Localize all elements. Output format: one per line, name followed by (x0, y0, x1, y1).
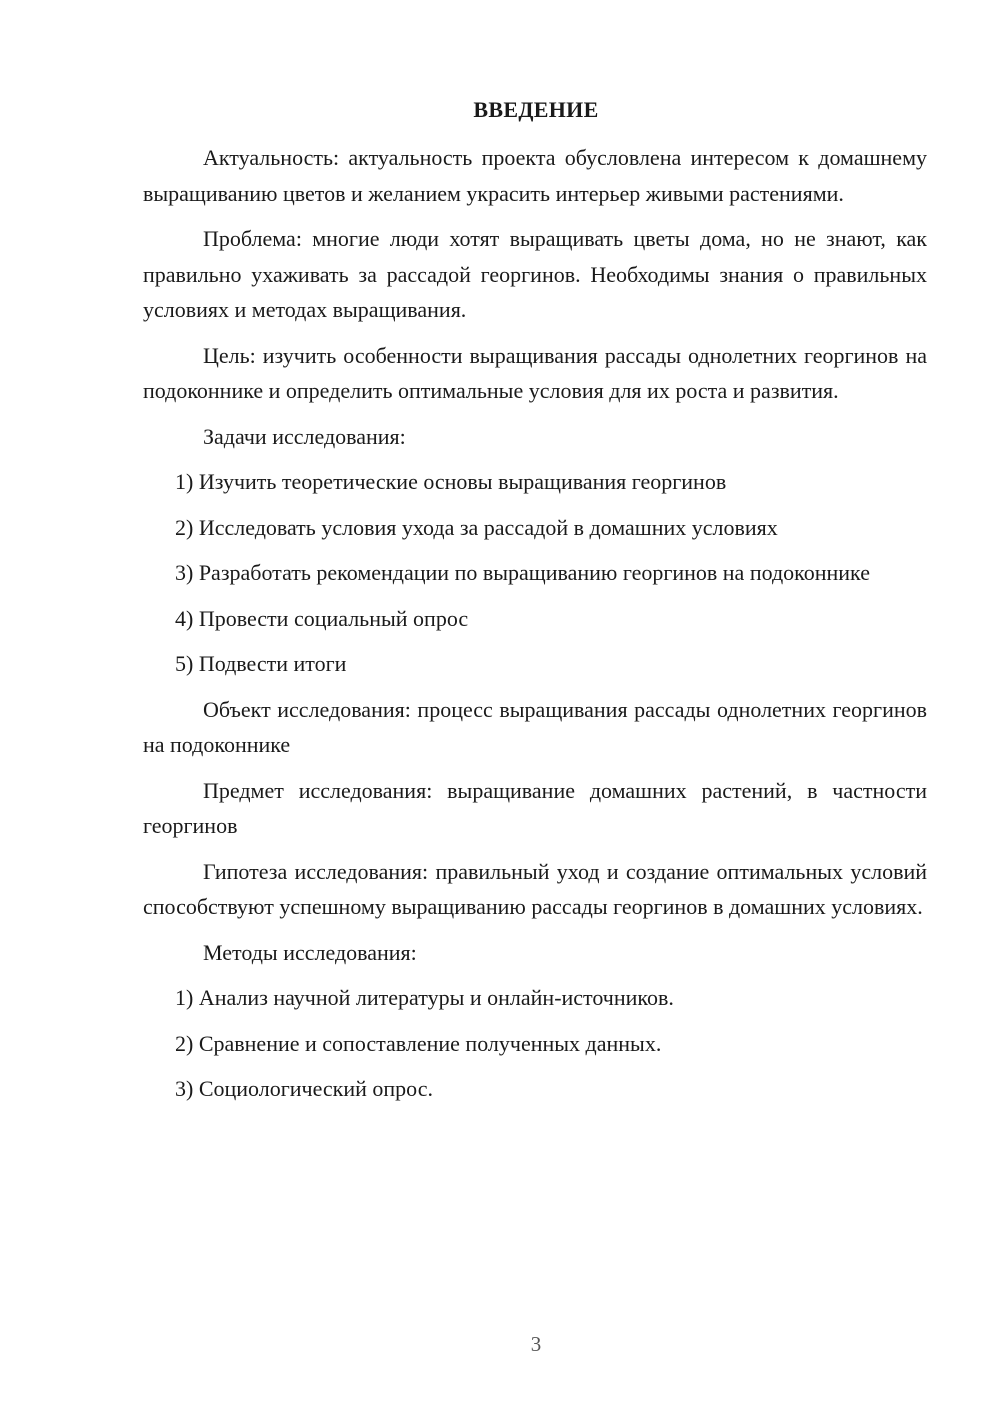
subject-paragraph: Предмет исследования: выращивание домашних растений, в частности георгинов (143, 777, 927, 838)
task-item: 4) Провести социальный опрос (175, 605, 469, 631)
method-item: 3) Социологический опрос. (175, 1076, 433, 1101)
task-item: 3) Разработать рекомендации по выращиванию георгинов на подоконнике (175, 560, 870, 585)
page-number: 3 (530, 1332, 542, 1356)
task-item: 2) Исследовать условия ухода за рассадой в домашних условиях (175, 514, 778, 540)
tasks-heading: Задачи исследования: (203, 423, 406, 449)
page-title: ВВЕДЕНИЕ (473, 97, 599, 122)
methods-heading: Методы исследования: (203, 939, 417, 965)
actuality-paragraph: Актуальность: актуальность проекта обусловлена интересом к домашнему выращиванию цветов и желанием украсить интерьер живыми растениями. (143, 145, 927, 206)
task-item: 1) Изучить теоретические основы выращивания георгинов (175, 469, 727, 494)
problem-paragraph: Проблема: многие люди хотят выращивать цветы дома, но не знают, как правильно ухаживать за рассадой георгинов. Необходимы знания о правильных условиях и методах выращивания. (143, 226, 927, 322)
goal-paragraph: Цель: изучить особенности выращивания рассады однолетних георгинов на подоконнике и определить оптимальные условия для их роста и развития. (143, 342, 927, 403)
task-item: 5) Подвести итоги (175, 651, 347, 676)
object-paragraph: Объект исследования: процесс выращивания рассады однолетних георгинов на подоконнике (143, 696, 927, 757)
hypothesis-paragraph: Гипотеза исследования: правильный уход и создание оптимальных условий способствуют успешному выращиванию рассады георгинов в домашних условиях. (143, 858, 927, 919)
method-item: 2) Сравнение и сопоставление полученных данных. (175, 1030, 662, 1056)
document-body (143, 140, 927, 1107)
method-item: 1) Анализ научной литературы и онлайн-источников. (175, 985, 674, 1010)
